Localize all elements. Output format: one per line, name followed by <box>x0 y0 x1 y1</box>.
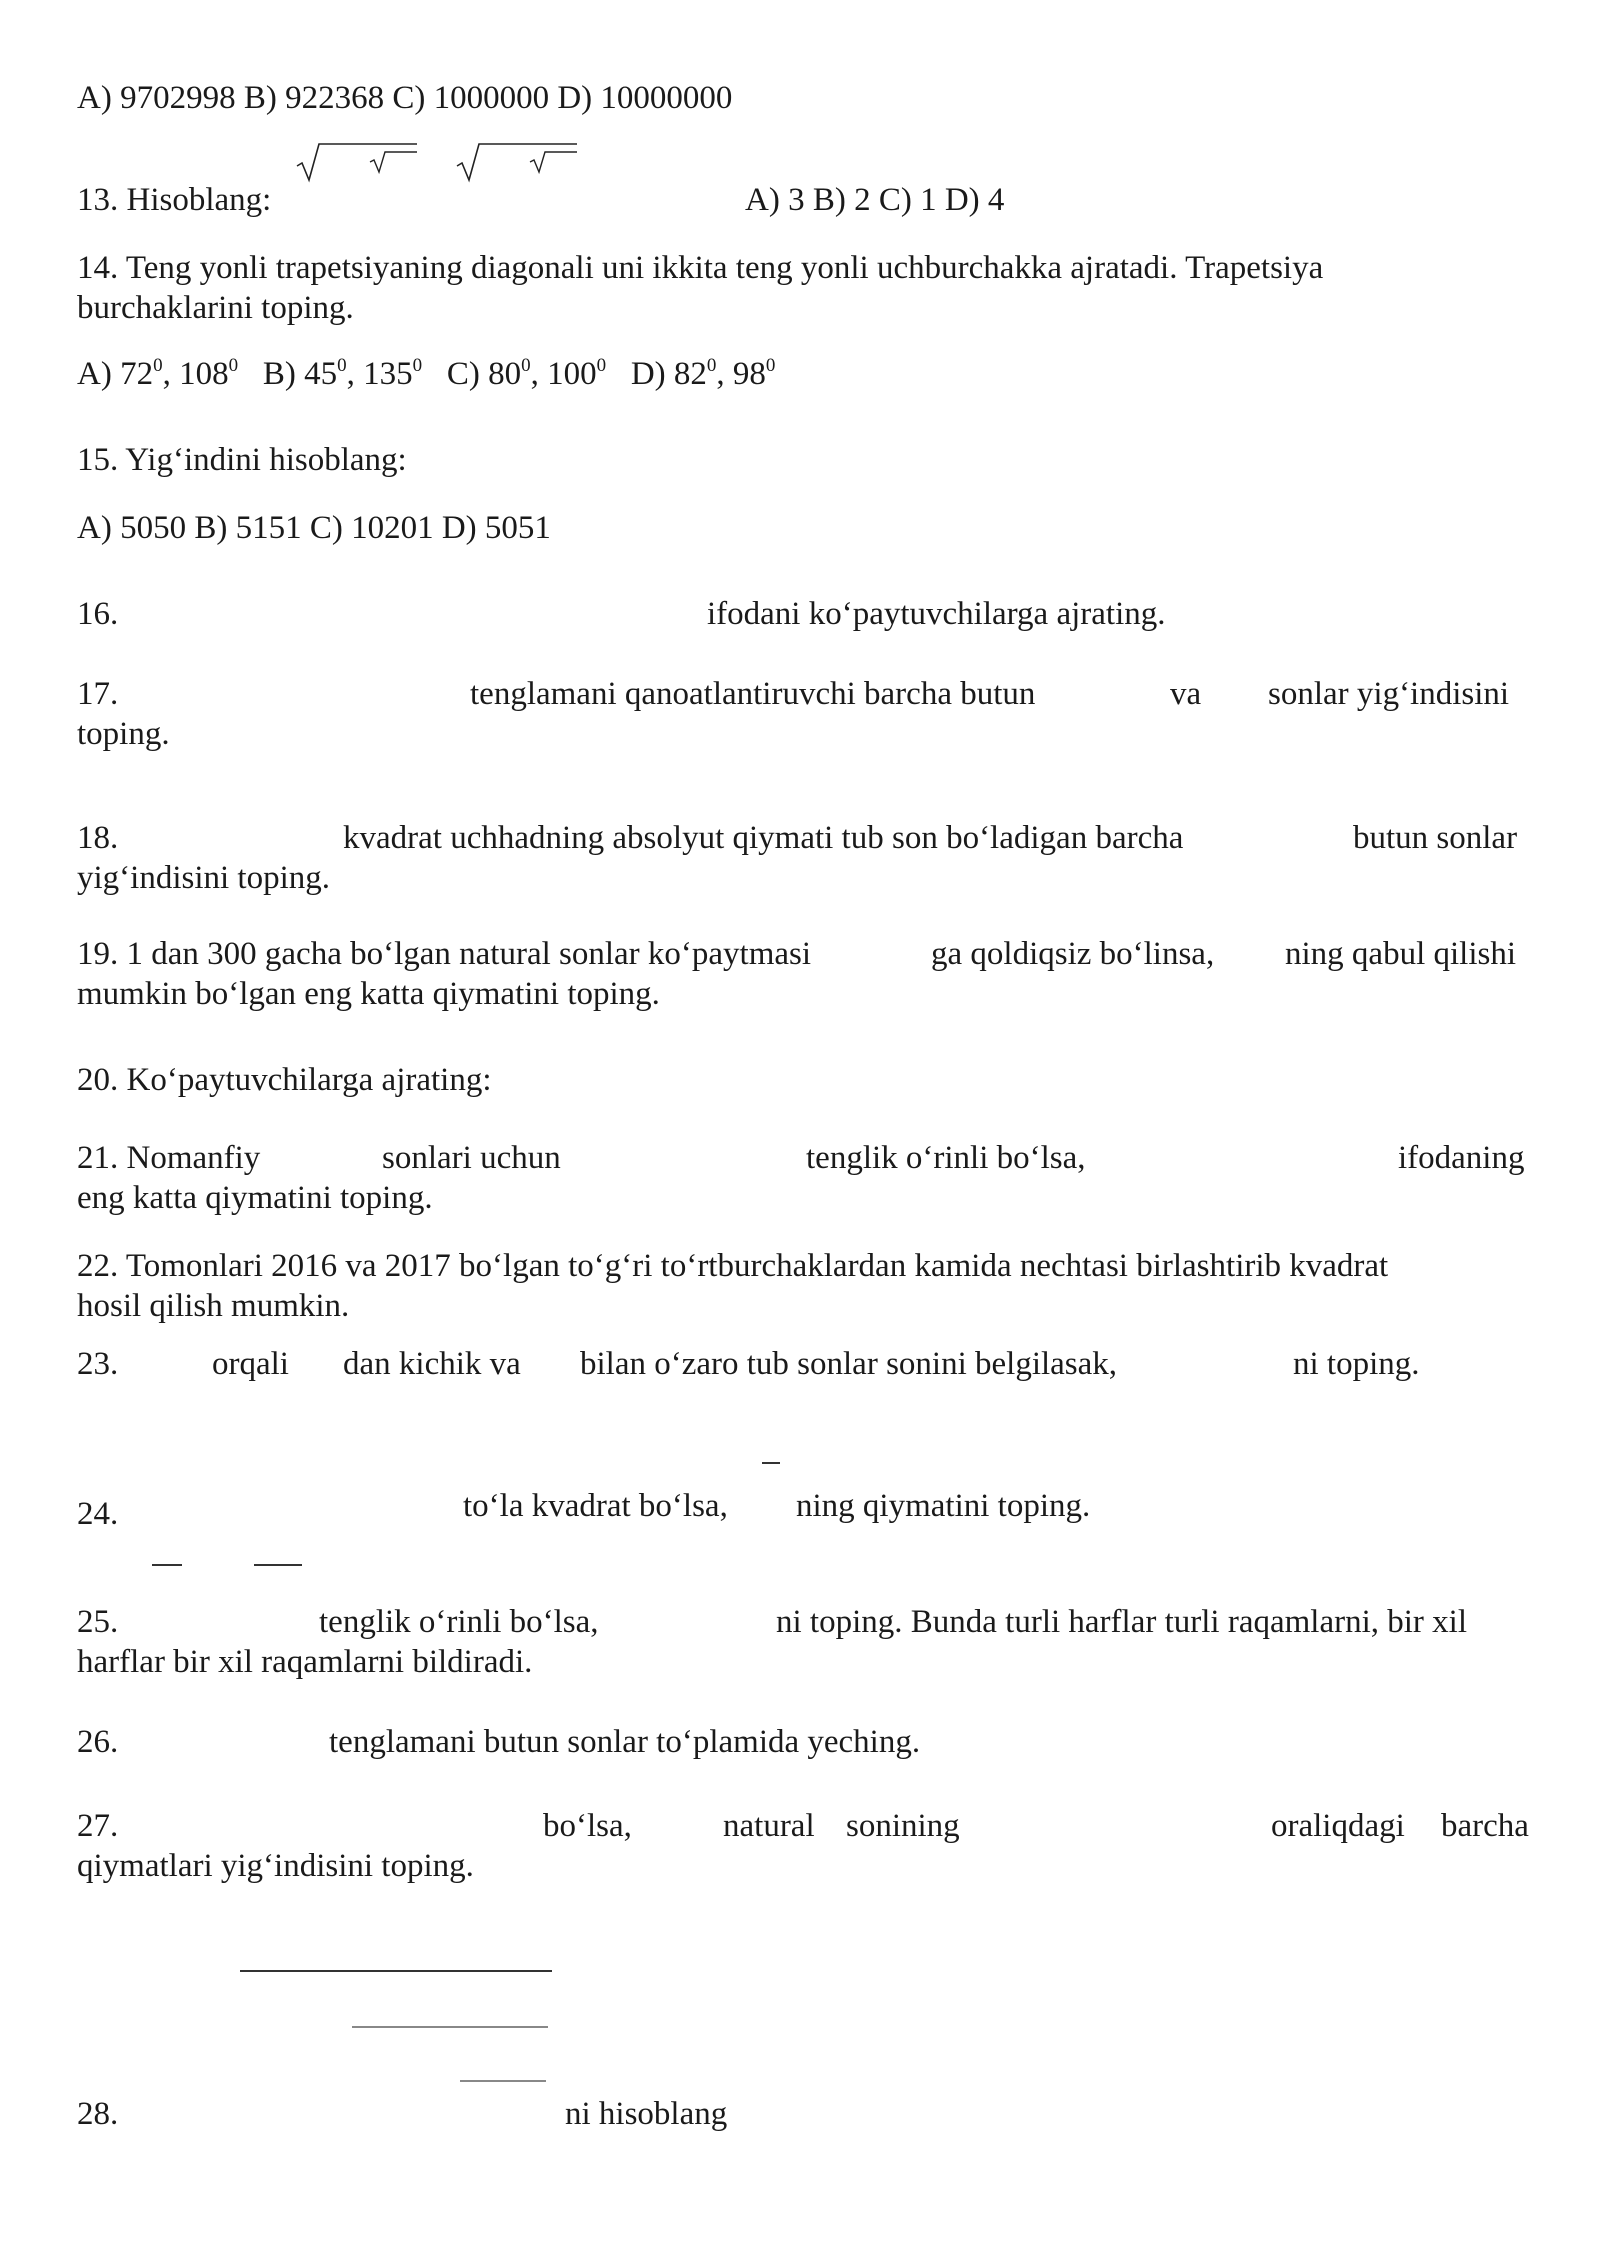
q15-answers: A) 5050 B) 5151 C) 10201 D) 5051 <box>77 510 551 546</box>
q14-line2: burchaklarini toping. <box>77 290 354 326</box>
q17-text1: tenglamani qanoatlantiruvchi barcha butun <box>470 676 1036 712</box>
q24-text2: ning qiymatini toping. <box>796 1488 1091 1524</box>
q25-number: 25. <box>77 1604 119 1640</box>
q16-number: 16. <box>77 596 119 632</box>
q12-answers: A) 9702998 B) 922368 C) 1000000 D) 10000000 <box>77 80 733 116</box>
q25-line2: harflar bir xil raqamlarni bildiradi. <box>77 1644 533 1680</box>
q24-text1: to‘la kvadrat bo‘lsa, <box>463 1488 728 1524</box>
q27-text3: sonining <box>846 1808 960 1844</box>
q18-text2: butun sonlar <box>1353 820 1518 856</box>
q27-text2: natural <box>723 1808 815 1844</box>
q13-answers: A) 3 B) 2 C) 1 D) 4 <box>745 182 1005 218</box>
q17-number: 17. <box>77 676 119 712</box>
fraction-bar <box>352 2026 548 2028</box>
q16-text: ifodani ko‘paytuvchilarga ajrating. <box>707 596 1166 632</box>
q14-answers <box>77 354 775 394</box>
q25-text2: ni toping. Bunda turli harflar turli raqamlarni, bir xil <box>776 1604 1468 1640</box>
q19-line2: mumkin bo‘lgan eng katta qiymatini toping. <box>77 976 660 1012</box>
q27-text4: oraliqdagi <box>1271 1808 1405 1844</box>
q26-text: tenglamani butun sonlar to‘plamida yeching. <box>329 1724 921 1760</box>
q14-answer-c: C) $80^0$, $100^0$ <box>446 355 607 392</box>
q28-text: ni hisoblang <box>565 2096 728 2132</box>
q24-number: 24. <box>77 1496 119 1532</box>
q21-line2: eng katta qiymatini toping. <box>77 1180 433 1216</box>
q17-text3: sonlar yig‘indisini <box>1268 676 1510 712</box>
fraction-bar <box>240 1970 552 1972</box>
q19-text3: ning qabul qilishi <box>1285 936 1516 972</box>
fraction-bar <box>460 2080 546 2082</box>
q27-text1: bo‘lsa, <box>543 1808 632 1844</box>
q27-number: 27. <box>77 1808 119 1844</box>
q22-line1: 22. Tomonlari 2016 va 2017 bo‘lgan to‘g‘ri to‘rtburchaklardan kamida nechtasi birlashtirib kvadrat <box>77 1248 1389 1284</box>
q14-answer-d: D) $82^0$, $98^0$ <box>630 355 776 392</box>
q23-text3: bilan o‘zaro tub sonlar sonini belgilasak, <box>580 1346 1118 1382</box>
q22-line2: hosil qilish mumkin. <box>77 1288 350 1324</box>
q23-number: 23. <box>77 1346 119 1382</box>
q14-answer-b: B) $45^0$, $135^0$ <box>262 355 423 392</box>
q23-text1: orqali <box>212 1346 289 1382</box>
q26-number: 26. <box>77 1724 119 1760</box>
q21-text2: sonlari uchun <box>382 1140 561 1176</box>
overline-bar <box>152 1564 182 1566</box>
q19-text2: ga qoldiqsiz bo‘linsa, <box>931 936 1215 972</box>
q21-text1: 21. Nomanfiy <box>77 1140 261 1176</box>
sqrt-expression-left <box>295 140 425 188</box>
q18-line2: yig‘indisini toping. <box>77 860 331 896</box>
q18-text1: kvadrat uchhadning absolyut qiymati tub son bo‘ladigan barcha <box>343 820 1184 856</box>
q21-text4: ifodaning <box>1398 1140 1525 1176</box>
q28-number: 28. <box>77 2096 119 2132</box>
q15-label: 15. Yig‘indini hisoblang: <box>77 442 407 478</box>
q13-label: 13. Hisoblang: <box>77 182 272 218</box>
sqrt-expression-right <box>455 140 585 188</box>
q19-text1: 19. 1 dan 300 gacha bo‘lgan natural sonlar ko‘paytmasi <box>77 936 812 972</box>
q20-text: 20. Ko‘paytuvchilarga ajrating: <box>77 1062 492 1098</box>
q14-line1: 14. Teng yonli trapetsiyaning diagonali uni ikkita teng yonli uchburchakka ajratadi. Trapetsiya <box>77 250 1324 286</box>
q25-text1: tenglik o‘rinli bo‘lsa, <box>319 1604 599 1640</box>
q27-text5: barcha <box>1441 1808 1529 1844</box>
q23-text4: ni toping. <box>1293 1346 1420 1382</box>
q17-text2: va <box>1170 676 1202 712</box>
q27-line2: qiymatlari yig‘indisini toping. <box>77 1848 474 1884</box>
q21-text3: tenglik o‘rinli bo‘lsa, <box>806 1140 1086 1176</box>
overline-bar <box>254 1564 302 1566</box>
q14-answer-a: A) $72^0$, $108^0$ <box>77 355 239 392</box>
q17-line2: toping. <box>77 716 170 752</box>
q23-text2: dan kichik va <box>343 1346 521 1382</box>
fraction-bar <box>762 1462 780 1464</box>
q18-number: 18. <box>77 820 119 856</box>
